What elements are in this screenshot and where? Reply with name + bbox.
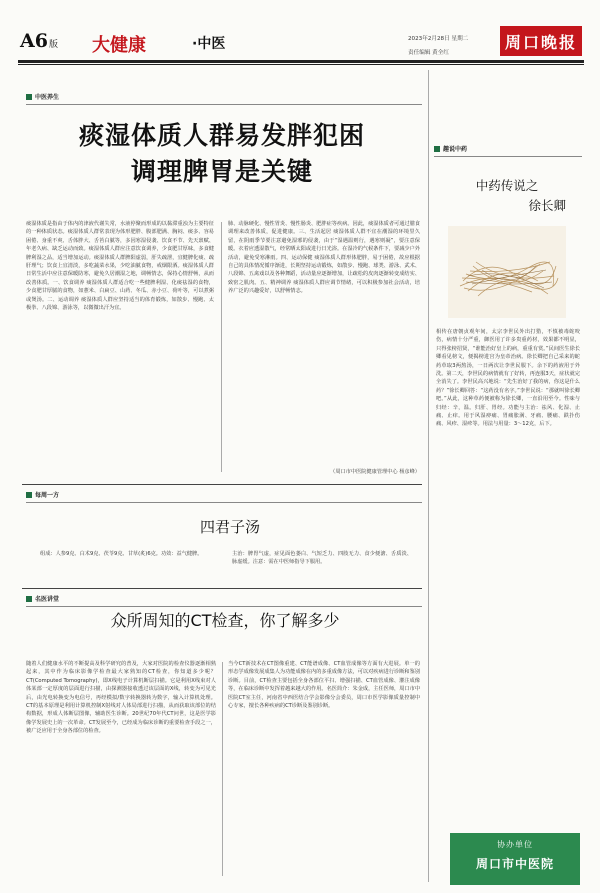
article2-title: 四君子汤	[199, 518, 260, 536]
article1-title-line2: 调理脾胃是关键	[130, 157, 313, 186]
sidebar-tag: 趣说中药	[434, 144, 467, 153]
article3-top-rule	[22, 588, 422, 589]
article3-tag: 名医讲堂	[26, 594, 59, 603]
column-divider	[221, 222, 222, 472]
page-suffix: 版	[48, 40, 58, 50]
article3-tag-rule	[26, 606, 422, 607]
section-title: 大健康	[92, 35, 146, 56]
article3-title: 众所周知的CT检查，你了解多少	[110, 611, 340, 630]
article1-tag-rule	[26, 104, 422, 105]
article3-col1: 随着人们健康水平的不断提高及科学研究的普及，大家对医院的检查仪器逐渐相熟起来，其中作为临床影像学检查最大家熟知的CT检查，你知道多少呢？CT(Computed Tomography)，即X线电子计算机断层扫描。它是利用X线束对人体某部一定厚度的层面进行扫描，由探测器接收透过该层面的X线，转变为可见光后，由光电转换变为电信号，再经模拟/数字转换器转为数字，输入计算机处理。CT的基本原理是利用计算机控制X射线对人体局部进行扫描，从而获取该部位的结构数据，形成人体断层图像，辅助医生诊断。20世纪70年代CT问世，这是医学影像学发展史上的一次革命。CT发展至今，已经成为临床诊断的重要检查手段之一，被广泛应用于全身各部位的检查。	[26, 661, 216, 735]
sidebar-title-line2: 徐长卿	[528, 198, 566, 213]
sidebar-body: 相传在唐朝贞观年间，太宗李世民外出打猎，不慎被毒蛇咬伤，病情十分严重，御医用了许多贵重药材，效果都不明显，只得张榜招贤，“谁能治好皇上的病，重重有赏。”民间医生徐长卿看见榜文，便揭榜进宫为皇帝治病。徐长卿把自己采来的蛇药草取3两熬汤，一日两次让李世民服下。余下的药液用于外洗。第二天，李世民的病情就有了好转，再连服3天，症状就完全消失了。李世民高兴地说：“先生治好了我的病，你这是什么药？”徐长卿回答：“这药没有名字。”李世民说：“那就叫徐长卿吧。”从此，这种草药便被称为徐长卿，一直沿用至今。性味与归经：辛，温。归肝、胃经。功能与主治：祛风、化湿、止痛、止痒。用于风湿痹痛、胃痛胀满、牙痛、腰痛、跌扑伤痛、风疹、湿疹等。用法与用量：3～12克，后下。	[436, 329, 580, 428]
sidebar-tag-rule	[434, 156, 582, 157]
header-rule	[18, 60, 584, 63]
article1-col1: 痰湿体质是指由于体内的津液代谢失常，水液停聚而形成的以黏滞重浊为主要特征的一种体质状态。痰湿体质人群常表现为体形肥胖、腹部肥满、胸闷、痰多、容易困倦、身重不爽、舌体胖大、舌苔白腻等，多因寒湿侵袭、饮食不节、先天禀赋、年老久病、缺乏运动而致。痰湿体质人群应注意饮食调养，少食肥甘厚味，多食健脾利湿之品，适当增加运动。痰湿体质人群脾阳虚弱，肝失疏泄，宜健脾化痰、疏肝理气；饮食上宜清淡，多吃蔬菜水果，少吃油腻食物，戒烟限酒。痰湿体质人群日常生活中应注意保暖防寒，避免久居潮湿之地，调畅情志，保持心情舒畅，从而改善体质。一、饮食调养 痰湿体质人群适合吃一些健脾利湿、化痰祛湿的食物，少食肥甘厚腻的食物，如薏米、白扁豆、山药、冬瓜、赤小豆、荷叶等，可以煮粥或煲汤。二、运动调养 痰湿体质人群应坚持适当的体育锻炼，如散步、慢跑、太极拳、八段锦、游泳等，以微微出汗为宜。	[26, 221, 214, 312]
page-number: A6版	[20, 30, 58, 52]
article2-tag: 每周一方	[26, 490, 59, 499]
newspaper-logo: 周口晚报	[500, 26, 582, 56]
tag-square-icon	[26, 492, 32, 498]
article1-tag: 中医养生	[26, 92, 59, 101]
article2-col2: 主治：脾胃气虚，症见面色萎白、气短乏力、四肢无力、食少便溏、舌质淡、脉虚缓。注意：需在中医师指导下服用。	[232, 551, 412, 566]
issue-date: 2023年2月28日 星期二	[408, 36, 469, 42]
article2-top-rule	[22, 484, 422, 485]
column-divider	[222, 662, 223, 876]
article3-col2: 当今CT新技术在CT图像重建、CT能谱成像、CT血管成像等方面有大进展。单一的形态学成像发展成集人为功能成像在内的多重成像方法，可以对疾病进行诊断和鉴别诊断。目前，CT检查主要包括全身各部位平扫、增强扫描、CT血管成像、灌注成像等，在临床诊断中发挥着越来越大的作用。名医简介：朱金成，主任医师，周口市中医院CT室主任，河南省中西医结合学会影像分会委员，周口市医学影像质量控制中心专家，擅长各种疾病的CT诊断及鉴别诊断。	[228, 661, 420, 710]
sponsor-name: 周口市中医院	[475, 857, 554, 871]
sidebar-divider	[428, 70, 429, 882]
herb-illustration-icon	[448, 226, 566, 318]
article2-tag-rule	[26, 502, 422, 503]
tag-square-icon	[434, 146, 440, 152]
tag-square-icon	[26, 94, 32, 100]
section-subtitle: ·中医	[192, 36, 226, 52]
sidebar-title-line1: 中药传说之	[475, 178, 539, 193]
editor-credit: 责任编辑 黄全红	[408, 50, 449, 56]
tag-square-icon	[26, 596, 32, 602]
article2-col1: 组成：人参9克、白术9克、茯苓9克、甘草(炙)6克。功效：益气健脾。	[40, 551, 203, 557]
header-rule-thin	[18, 64, 584, 65]
herb-photo	[448, 226, 566, 318]
article1-title-line1: 痰湿体质人群易发胖犯困	[78, 121, 365, 150]
sponsor-label: 协办单位	[497, 840, 533, 849]
article1-author: （周口市中医院健康管理中心 杨彦峰）	[330, 469, 420, 475]
sponsor-box	[450, 833, 580, 885]
article1-col2: 肺、动脉硬化、慢性胃炎、慢性肠炎、肥胖症等疾病。因此，痰湿体质者可通过膳食调理来改善体质，促进健康。三、生活起居 痰湿体质人群不宜在潮湿的环境里久留，在阴雨季节要注意避免湿邪的侵袭，由于“湿遇温则行，遇寒则凝”，要注意保暖。衣着应透湿散气，经常晒太阳或进行日光浴。在湿冷的气候条件下，要减少户外活动，避免受寒淋雨。四、运动保健 痰湿体质人群形体肥胖，易于困倦，故应根据自己的具体情况循序渐进，长期坚持运动锻炼，如散步、慢跑、球类、游泳、武术、八段锦、五禽戏以及各种舞蹈，活动量应逐渐增加，让疏松的皮肉逐渐转变成结实、致密之肌肉。五、精神调养 痰湿体质人群应调节情绪，可以积极参加社会活动，培养广泛的兴趣爱好，以舒畅情志。	[228, 221, 420, 295]
